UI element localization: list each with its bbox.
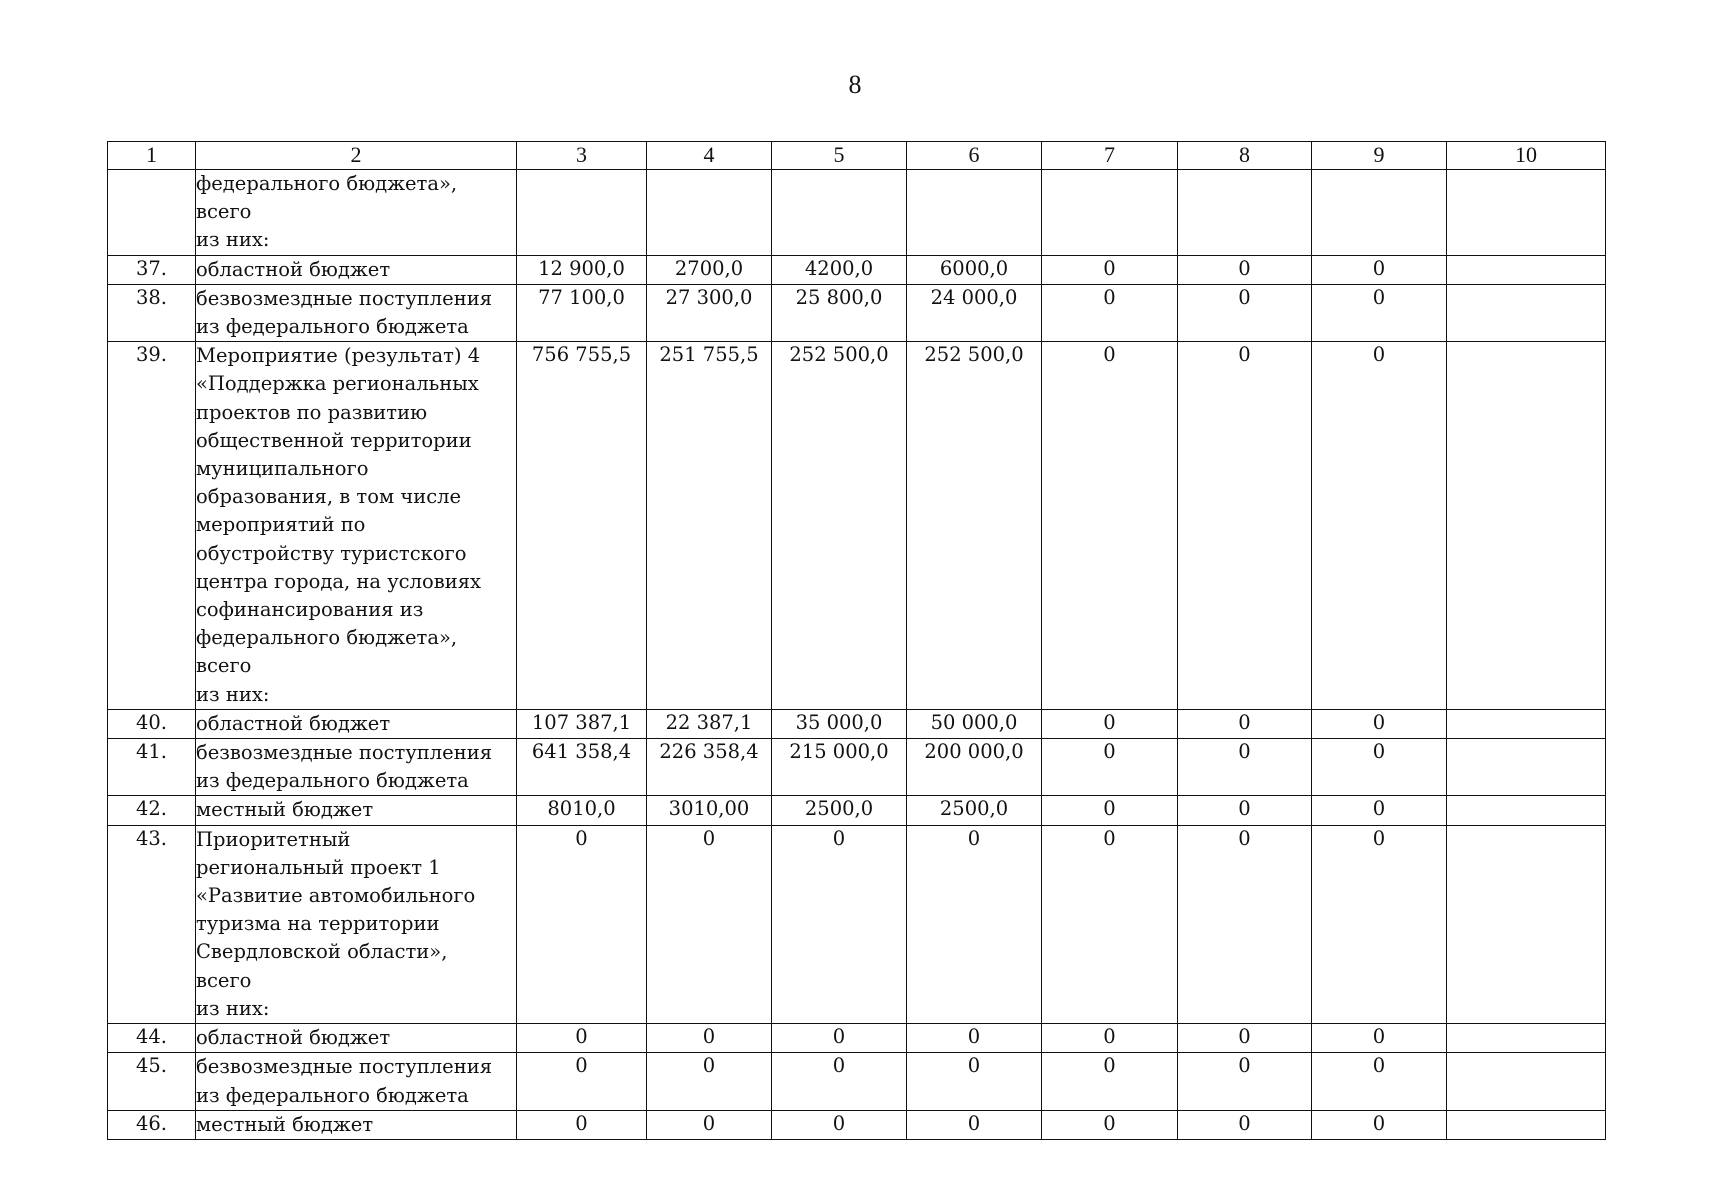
value-cell-col-4: 226 358,4	[647, 739, 772, 796]
table-row	[108, 739, 1606, 796]
value-cell-col-3	[517, 170, 647, 256]
value-cell-col-8: 0	[1178, 255, 1312, 284]
value-cell-col-5: 2500,0	[772, 796, 907, 825]
row-name-cell: федерального бюджета», всего из них:	[196, 170, 517, 256]
table-row	[108, 170, 1606, 256]
row-number-cell: 43.	[108, 825, 196, 1023]
value-cell-col-7: 0	[1042, 709, 1178, 738]
column-header-1: 1	[108, 142, 196, 170]
table-row	[108, 825, 1606, 1023]
value-cell-col-10	[1447, 1024, 1606, 1053]
value-cell-col-3: 641 358,4	[517, 739, 647, 796]
row-name-cell: безвозмездные поступления из федерального бюджета	[196, 739, 517, 796]
value-cell-col-8: 0	[1178, 825, 1312, 1023]
row-name-cell: безвозмездные поступления из федерального бюджета	[196, 1053, 517, 1110]
value-cell-col-8: 0	[1178, 739, 1312, 796]
value-cell-col-9: 0	[1312, 796, 1447, 825]
row-number-cell	[108, 170, 196, 256]
value-cell-col-3: 12 900,0	[517, 255, 647, 284]
value-cell-col-7: 0	[1042, 1053, 1178, 1110]
value-cell-col-7: 0	[1042, 284, 1178, 341]
value-cell-col-5: 25 800,0	[772, 284, 907, 341]
row-name-cell: Приоритетный региональный проект 1 «Развитие автомобильного туризма на территории Свердловской области», всего из них:	[196, 825, 517, 1023]
row-name-cell: областной бюджет	[196, 709, 517, 738]
column-header-5: 5	[772, 142, 907, 170]
value-cell-col-9	[1312, 170, 1447, 256]
value-cell-col-4: 3010,00	[647, 796, 772, 825]
value-cell-col-7: 0	[1042, 1110, 1178, 1139]
value-cell-col-10	[1447, 709, 1606, 738]
value-cell-col-8: 0	[1178, 1110, 1312, 1139]
table-row	[108, 255, 1606, 284]
row-number-cell: 37.	[108, 255, 196, 284]
row-number-cell: 40.	[108, 709, 196, 738]
value-cell-col-9: 0	[1312, 1053, 1447, 1110]
value-cell-col-9: 0	[1312, 1110, 1447, 1139]
value-cell-col-7: 0	[1042, 1024, 1178, 1053]
value-cell-col-7: 0	[1042, 796, 1178, 825]
value-cell-col-6: 6000,0	[907, 255, 1042, 284]
value-cell-col-10	[1447, 284, 1606, 341]
column-header-9: 9	[1312, 142, 1447, 170]
value-cell-col-3: 0	[517, 1024, 647, 1053]
value-cell-col-3: 77 100,0	[517, 284, 647, 341]
column-header-10: 10	[1447, 142, 1606, 170]
row-number-cell: 39.	[108, 342, 196, 710]
value-cell-col-4: 27 300,0	[647, 284, 772, 341]
row-number-cell: 45.	[108, 1053, 196, 1110]
row-name-cell: Мероприятие (результат) 4 «Поддержка региональных проектов по развитию общественной территории муниципального образования, в том числе мероприятий по обустройству туристского центра города, на условиях софинансирования из федерального бюджета», всего из них:	[196, 342, 517, 710]
value-cell-col-5: 0	[772, 825, 907, 1023]
value-cell-col-6: 2500,0	[907, 796, 1042, 825]
value-cell-col-7: 0	[1042, 825, 1178, 1023]
row-number-cell: 44.	[108, 1024, 196, 1053]
value-cell-col-6: 0	[907, 1053, 1042, 1110]
value-cell-col-8	[1178, 170, 1312, 256]
value-cell-col-4: 0	[647, 1053, 772, 1110]
value-cell-col-3: 0	[517, 825, 647, 1023]
row-name-cell: безвозмездные поступления из федерального бюджета	[196, 284, 517, 341]
value-cell-col-7: 0	[1042, 739, 1178, 796]
column-header-3: 3	[517, 142, 647, 170]
value-cell-col-10	[1447, 1110, 1606, 1139]
value-cell-col-4	[647, 170, 772, 256]
value-cell-col-4: 22 387,1	[647, 709, 772, 738]
value-cell-col-4: 251 755,5	[647, 342, 772, 710]
value-cell-col-5: 35 000,0	[772, 709, 907, 738]
page-number: 8	[848, 70, 862, 99]
value-cell-col-4: 0	[647, 825, 772, 1023]
value-cell-col-6: 0	[907, 825, 1042, 1023]
row-name-cell: местный бюджет	[196, 1110, 517, 1139]
value-cell-col-5: 215 000,0	[772, 739, 907, 796]
value-cell-col-8: 0	[1178, 709, 1312, 738]
table-row	[108, 342, 1606, 710]
table-row	[108, 796, 1606, 825]
column-header-4: 4	[647, 142, 772, 170]
value-cell-col-10	[1447, 255, 1606, 284]
value-cell-col-9: 0	[1312, 1024, 1447, 1053]
value-cell-col-3: 0	[517, 1053, 647, 1110]
value-cell-col-10	[1447, 170, 1606, 256]
value-cell-col-8: 0	[1178, 1024, 1312, 1053]
value-cell-col-9: 0	[1312, 342, 1447, 710]
column-header-8: 8	[1178, 142, 1312, 170]
value-cell-col-6: 50 000,0	[907, 709, 1042, 738]
value-cell-col-10	[1447, 825, 1606, 1023]
value-cell-col-7: 0	[1042, 342, 1178, 710]
row-name-cell: областной бюджет	[196, 255, 517, 284]
column-header-6: 6	[907, 142, 1042, 170]
value-cell-col-3: 107 387,1	[517, 709, 647, 738]
value-cell-col-8: 0	[1178, 1053, 1312, 1110]
value-cell-col-5: 252 500,0	[772, 342, 907, 710]
value-cell-col-5	[772, 170, 907, 256]
value-cell-col-3: 8010,0	[517, 796, 647, 825]
value-cell-col-6: 252 500,0	[907, 342, 1042, 710]
value-cell-col-7	[1042, 170, 1178, 256]
value-cell-col-10	[1447, 739, 1606, 796]
row-number-cell: 41.	[108, 739, 196, 796]
table-row	[108, 1110, 1606, 1139]
row-name-cell: местный бюджет	[196, 796, 517, 825]
value-cell-col-5: 0	[772, 1053, 907, 1110]
value-cell-col-7: 0	[1042, 255, 1178, 284]
value-cell-col-10	[1447, 342, 1606, 710]
value-cell-col-4: 0	[647, 1110, 772, 1139]
value-cell-col-5: 0	[772, 1024, 907, 1053]
value-cell-col-4: 0	[647, 1024, 772, 1053]
value-cell-col-6: 0	[907, 1024, 1042, 1053]
row-number-cell: 46.	[108, 1110, 196, 1139]
table-row	[108, 284, 1606, 341]
value-cell-col-8: 0	[1178, 342, 1312, 710]
value-cell-col-4: 2700,0	[647, 255, 772, 284]
value-cell-col-8: 0	[1178, 796, 1312, 825]
value-cell-col-6	[907, 170, 1042, 256]
value-cell-col-9: 0	[1312, 255, 1447, 284]
value-cell-col-6: 0	[907, 1110, 1042, 1139]
value-cell-col-10	[1447, 1053, 1606, 1110]
header-row	[108, 142, 1606, 170]
value-cell-col-5: 4200,0	[772, 255, 907, 284]
value-cell-col-6: 200 000,0	[907, 739, 1042, 796]
table-row	[108, 1024, 1606, 1053]
value-cell-col-9: 0	[1312, 709, 1447, 738]
value-cell-col-3: 0	[517, 1110, 647, 1139]
table-row	[108, 1053, 1606, 1110]
value-cell-col-8: 0	[1178, 284, 1312, 341]
table-row	[108, 709, 1606, 738]
value-cell-col-9: 0	[1312, 739, 1447, 796]
value-cell-col-5: 0	[772, 1110, 907, 1139]
column-header-7: 7	[1042, 142, 1178, 170]
table-body	[108, 170, 1606, 1140]
budget-table	[107, 141, 1606, 1140]
row-number-cell: 42.	[108, 796, 196, 825]
row-number-cell: 38.	[108, 284, 196, 341]
column-header-2: 2	[196, 142, 517, 170]
value-cell-col-6: 24 000,0	[907, 284, 1042, 341]
value-cell-col-10	[1447, 796, 1606, 825]
value-cell-col-3: 756 755,5	[517, 342, 647, 710]
value-cell-col-9: 0	[1312, 825, 1447, 1023]
row-name-cell: областной бюджет	[196, 1024, 517, 1053]
value-cell-col-9: 0	[1312, 284, 1447, 341]
